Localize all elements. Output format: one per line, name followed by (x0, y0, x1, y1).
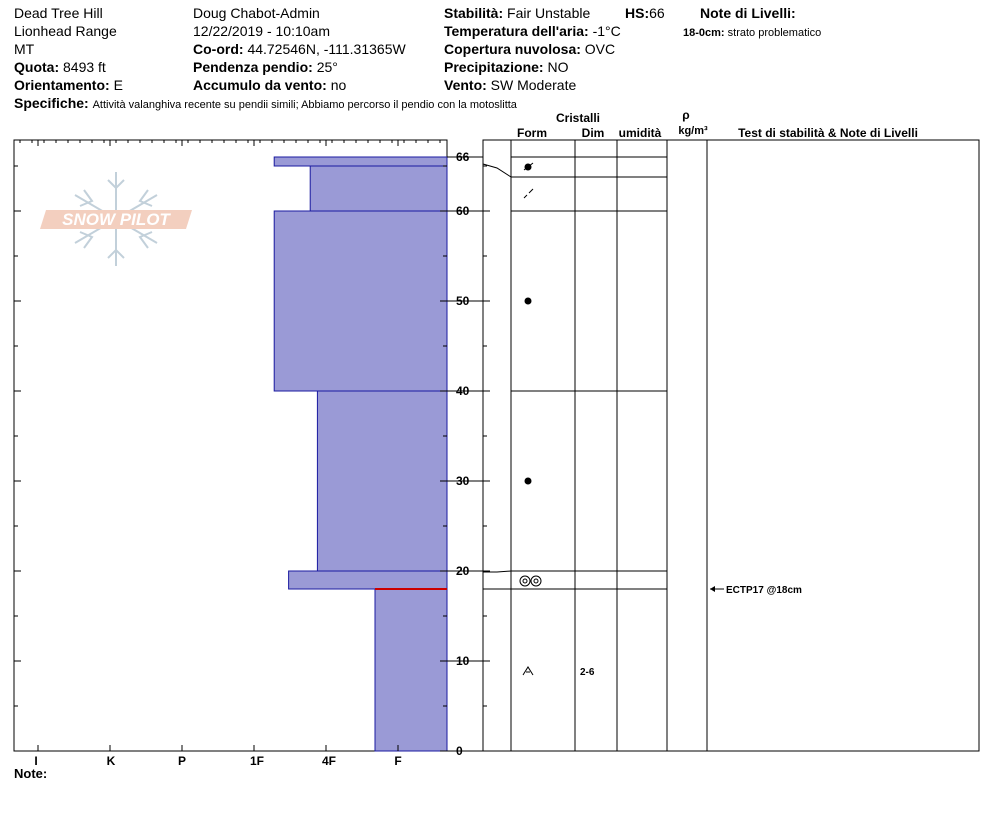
stability-label: Stabilità: (444, 5, 504, 21)
hardness-layer-bar (274, 157, 447, 166)
depth-tick-label: 66 (456, 150, 470, 164)
hardness-layer-bar (317, 391, 447, 571)
crystal-symbols (520, 163, 595, 678)
melt-forms-crystal-icon (520, 576, 530, 586)
melt-forms-crystal-icon (531, 576, 541, 586)
coord-label: Co-ord: (193, 41, 244, 57)
boundary-connector (483, 164, 511, 177)
rounds-crystal-icon (525, 298, 532, 305)
depth-tick-label: 10 (456, 654, 470, 668)
precip-value: NO (547, 59, 569, 75)
aspect-value: E (113, 77, 123, 93)
logo-text: SNOW PILOT (62, 210, 170, 229)
wind-loading-value: no (330, 77, 347, 93)
specifics-label: Specifiche: (14, 95, 89, 111)
hardness-layer-bar (310, 166, 447, 211)
cloud-label: Copertura nuvolosa: (444, 41, 581, 57)
depth-tick-label: 20 (456, 564, 470, 578)
test-label: ECTP17 @18cm (726, 585, 802, 596)
hardness-tick-label: I (34, 754, 38, 768)
test-arrow-head-icon (710, 586, 715, 592)
hardness-tick-label: P (177, 754, 187, 768)
tests-header: Test di stabilità & Note di Livelli (738, 126, 918, 140)
notes-label: Note: (14, 766, 48, 781)
depth-tick-label: 50 (456, 294, 470, 308)
air-temp-value: -1°C (592, 23, 621, 39)
rho-header: ρ (682, 108, 690, 122)
crystal-size-label: 2-6 (580, 667, 595, 678)
form-header: Form (517, 126, 547, 140)
elevation-label: Quota: (14, 59, 60, 75)
melt-forms-crystal-icon (534, 579, 538, 583)
crystal-table-frame (483, 140, 979, 751)
slope-label: Pendenza pendio: (193, 59, 313, 75)
location-name: Dead Tree Hill (14, 5, 103, 21)
datetime: 12/22/2019 - 10:10am (193, 23, 330, 39)
snowpilot-logo (40, 172, 192, 266)
layer-note-depth: 18-0cm: (683, 27, 725, 39)
hardness-layer-bar (289, 571, 447, 589)
rounds-crystal-icon (525, 478, 532, 485)
state-name: MT (14, 41, 35, 57)
observer: Doug Chabot-Admin (193, 5, 320, 21)
depth-tick-label: 40 (456, 384, 470, 398)
density-unit-header: kg/m³ (678, 125, 708, 137)
hardness-layer-bar (375, 589, 447, 751)
stability-tests (710, 585, 802, 596)
hardness-tick-label: 4F (321, 754, 337, 768)
dim-header: Dim (581, 126, 605, 140)
air-temp-label: Temperatura dell'aria: (444, 23, 589, 39)
hs-label: HS: (625, 5, 650, 21)
depth-tick-label: 30 (456, 474, 470, 488)
wind-value: SW Moderate (490, 77, 577, 93)
coord-value: 44.72546N, -111.31365W (247, 41, 406, 57)
hardness-tick-label: K (106, 754, 116, 768)
layer-notes-label: Note di Livelli: (700, 5, 796, 21)
cristalli-header: Cristalli (555, 111, 601, 125)
aspect-label: Orientamento: (14, 77, 110, 93)
hardness-tick-label: 1F (249, 754, 265, 768)
range-name: Lionhead Range (14, 23, 117, 39)
melt-forms-crystal-icon (523, 579, 527, 583)
umidita-header: umidità (618, 126, 662, 140)
depth-axis-labels (447, 150, 483, 758)
hardness-axis-labels (34, 754, 401, 768)
hardness-tick-label: F (394, 754, 402, 768)
specifics-text: Attività valanghiva recente su pendii simili; Abbiamo percorso il pendio con la motoslitta (92, 99, 517, 111)
precip-label: Precipitazione: (444, 59, 544, 75)
depth-tick-label: 60 (456, 204, 470, 218)
depth-tick-label: 0 (456, 744, 463, 758)
stability-value: Fair Unstable (507, 5, 591, 21)
cloud-value: OVC (584, 41, 616, 57)
decomposing-crystal-icon (524, 189, 533, 198)
layer-note-text: strato problematico (727, 27, 822, 39)
hs-value: 66 (649, 5, 665, 21)
depth-hoar-crystal-icon (523, 667, 533, 675)
wind-label: Vento: (444, 77, 487, 93)
slope-value: 25° (316, 59, 338, 75)
hardness-layers (274, 157, 447, 751)
wind-loading-label: Accumulo da vento: (193, 77, 327, 93)
elevation-value: 8493 ft (63, 59, 106, 75)
hardness-layer-bar (274, 211, 447, 391)
